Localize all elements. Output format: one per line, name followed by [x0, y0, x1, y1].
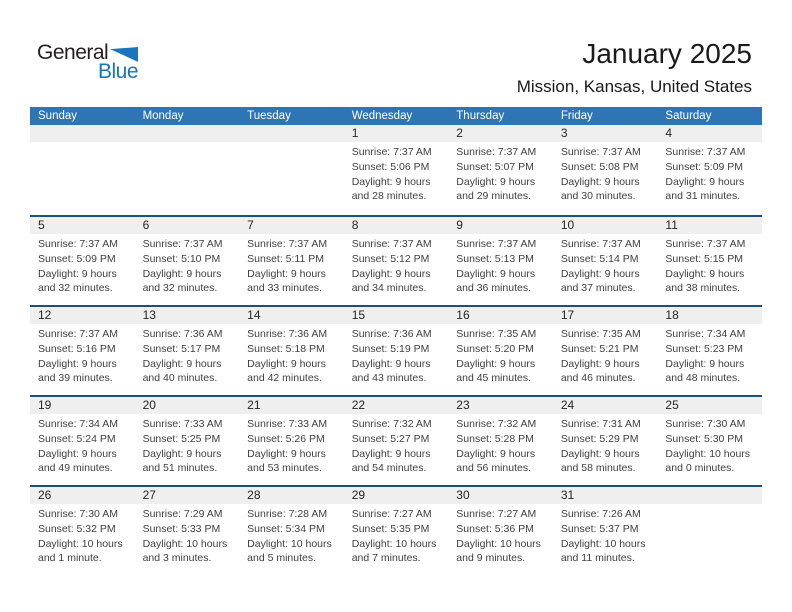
day-cell	[553, 487, 658, 575]
day-cell	[239, 397, 344, 485]
day-cell	[30, 307, 135, 395]
week-row	[30, 305, 762, 395]
sunrise-text: Sunrise: 7:37 AM	[38, 328, 118, 340]
day-cell	[344, 217, 449, 305]
daylight-text: Daylight: 10 hours and 11 minutes.	[560, 537, 646, 565]
sunrise-text: Sunrise: 7:34 AM	[38, 418, 118, 430]
day-cell	[657, 397, 762, 485]
day-number-band: 12	[30, 307, 135, 324]
day-cell	[553, 307, 658, 395]
day-details	[344, 504, 449, 566]
page-title: January 2025	[582, 38, 752, 69]
daylight-text: Daylight: 9 hours and 39 minutes.	[38, 357, 117, 385]
weekday-header-cell: Saturday	[665, 110, 712, 122]
day-cell	[135, 307, 240, 395]
day-details	[657, 234, 762, 296]
day-number-band: 24	[553, 397, 658, 414]
day-details	[657, 414, 762, 476]
weekday-header-cell: Monday	[142, 110, 184, 122]
daylight-text: Daylight: 9 hours and 45 minutes.	[456, 357, 536, 385]
sunrise-text: Sunrise: 7:37 AM	[665, 146, 746, 158]
sunrise-text: Sunrise: 7:37 AM	[351, 146, 432, 158]
daylight-text: Daylight: 9 hours and 40 minutes.	[142, 357, 222, 385]
day-number-band: 30	[448, 487, 553, 504]
day-cell	[239, 487, 344, 575]
sunset-text: Sunset: 5:26 PM	[247, 432, 325, 445]
sunset-text: Sunset: 5:35 PM	[351, 522, 430, 535]
week-row	[30, 125, 762, 215]
weekday-header-cell: Sunday	[38, 110, 78, 122]
day-number-band: 23	[448, 397, 553, 414]
day-details	[239, 414, 344, 476]
sunrise-text: Sunrise: 7:28 AM	[247, 508, 328, 520]
weekday-header-cell: Wednesday	[351, 110, 413, 122]
daylight-text: Daylight: 9 hours and 33 minutes.	[247, 267, 326, 295]
day-cell	[344, 125, 449, 215]
sunrise-text: Sunrise: 7:31 AM	[560, 418, 641, 430]
day-number-band: 11	[657, 217, 762, 234]
sunset-text: Sunset: 5:06 PM	[351, 160, 430, 173]
sunrise-text: Sunrise: 7:30 AM	[38, 508, 118, 520]
general-blue-logo	[37, 42, 147, 82]
day-details	[553, 234, 658, 296]
sunrise-text: Sunrise: 7:37 AM	[456, 146, 537, 158]
daylight-text: Daylight: 9 hours and 30 minutes.	[560, 175, 640, 203]
day-cell	[448, 307, 553, 395]
sunrise-text: Sunrise: 7:37 AM	[142, 238, 223, 250]
day-details	[135, 504, 240, 566]
sunset-text: Sunset: 5:11 PM	[247, 252, 324, 265]
day-cell	[448, 125, 553, 215]
day-number-band	[657, 487, 762, 504]
sunrise-text: Sunrise: 7:37 AM	[456, 238, 537, 250]
day-details	[657, 142, 762, 204]
day-number-band: 20	[135, 397, 240, 414]
sunrise-text: Sunrise: 7:34 AM	[665, 328, 746, 340]
day-details	[448, 414, 553, 476]
day-cell	[448, 217, 553, 305]
sunset-text: Sunset: 5:13 PM	[456, 252, 534, 265]
sunset-text: Sunset: 5:23 PM	[665, 342, 744, 355]
daylight-text: Daylight: 9 hours and 49 minutes.	[38, 447, 117, 475]
sunrise-text: Sunrise: 7:36 AM	[351, 328, 432, 340]
sunrise-text: Sunrise: 7:32 AM	[351, 418, 432, 430]
day-cell	[448, 487, 553, 575]
day-cell	[657, 125, 762, 215]
day-cell	[657, 307, 762, 395]
day-details	[657, 324, 762, 386]
day-details	[30, 234, 135, 296]
daylight-text: Daylight: 10 hours and 1 minute.	[38, 537, 123, 565]
day-details	[448, 142, 553, 204]
day-number-band: 16	[448, 307, 553, 324]
sunset-text: Sunset: 5:37 PM	[560, 522, 639, 535]
sunrise-text: Sunrise: 7:27 AM	[351, 508, 432, 520]
weekday-header-cell: Friday	[560, 110, 593, 122]
day-number-band	[30, 125, 135, 142]
daylight-text: Daylight: 10 hours and 0 minutes.	[665, 447, 751, 475]
sunset-text: Sunset: 5:20 PM	[456, 342, 534, 355]
sunrise-text: Sunrise: 7:29 AM	[142, 508, 223, 520]
day-number-band: 26	[30, 487, 135, 504]
sunset-text: Sunset: 5:19 PM	[351, 342, 430, 355]
sunrise-text: Sunrise: 7:37 AM	[665, 238, 746, 250]
week-row	[30, 395, 762, 485]
sunset-text: Sunset: 5:25 PM	[142, 432, 221, 445]
day-number-band: 25	[657, 397, 762, 414]
daylight-text: Daylight: 9 hours and 56 minutes.	[456, 447, 536, 475]
sunset-text: Sunset: 5:07 PM	[456, 160, 534, 173]
sunset-text: Sunset: 5:21 PM	[560, 342, 639, 355]
sunset-text: Sunset: 5:34 PM	[247, 522, 325, 535]
daylight-text: Daylight: 9 hours and 46 minutes.	[560, 357, 640, 385]
daylight-text: Daylight: 9 hours and 37 minutes.	[560, 267, 640, 295]
sunset-text: Sunset: 5:33 PM	[142, 522, 221, 535]
day-number-band: 17	[553, 307, 658, 324]
daylight-text: Daylight: 9 hours and 42 minutes.	[247, 357, 326, 385]
daylight-text: Daylight: 10 hours and 7 minutes.	[351, 537, 437, 565]
empty-day-cell	[135, 125, 240, 215]
sunset-text: Sunset: 5:17 PM	[142, 342, 221, 355]
day-details	[135, 234, 240, 296]
sunrise-text: Sunrise: 7:37 AM	[247, 238, 328, 250]
sunset-text: Sunset: 5:16 PM	[38, 342, 116, 355]
day-number-band: 6	[135, 217, 240, 234]
page-subtitle: Mission, Kansas, United States	[516, 77, 752, 97]
sunset-text: Sunset: 5:32 PM	[38, 522, 116, 535]
sunset-text: Sunset: 5:09 PM	[38, 252, 116, 265]
daylight-text: Daylight: 9 hours and 53 minutes.	[247, 447, 326, 475]
day-details	[135, 324, 240, 386]
day-cell	[553, 397, 658, 485]
day-details	[344, 324, 449, 386]
day-number-band: 29	[344, 487, 449, 504]
day-details	[553, 414, 658, 476]
day-details	[344, 142, 449, 204]
sunrise-text: Sunrise: 7:37 AM	[560, 238, 641, 250]
sunrise-text: Sunrise: 7:30 AM	[665, 418, 746, 430]
day-cell	[553, 217, 658, 305]
sunrise-text: Sunrise: 7:33 AM	[142, 418, 223, 430]
daylight-text: Daylight: 9 hours and 58 minutes.	[560, 447, 640, 475]
sunrise-text: Sunrise: 7:35 AM	[560, 328, 641, 340]
day-number-band: 7	[239, 217, 344, 234]
day-cell	[448, 397, 553, 485]
day-number-band	[135, 125, 240, 142]
day-number-band: 8	[344, 217, 449, 234]
daylight-text: Daylight: 9 hours and 48 minutes.	[665, 357, 745, 385]
sunrise-text: Sunrise: 7:36 AM	[247, 328, 328, 340]
day-number-band: 9	[448, 217, 553, 234]
logo-word-general: General	[37, 41, 109, 64]
empty-day-cell	[657, 487, 762, 575]
daylight-text: Daylight: 9 hours and 28 minutes.	[351, 175, 431, 203]
week-row	[30, 485, 762, 575]
sunset-text: Sunset: 5:28 PM	[456, 432, 534, 445]
day-details	[239, 504, 344, 566]
calendar-weeks	[30, 125, 762, 575]
daylight-text: Daylight: 9 hours and 38 minutes.	[665, 267, 745, 295]
day-number-band: 10	[553, 217, 658, 234]
day-cell	[344, 307, 449, 395]
day-number-band: 19	[30, 397, 135, 414]
weekday-header-cell: Tuesday	[247, 110, 291, 122]
day-cell	[553, 125, 658, 215]
day-details	[553, 324, 658, 386]
day-cell	[239, 217, 344, 305]
day-cell	[344, 397, 449, 485]
sunset-text: Sunset: 5:08 PM	[560, 160, 639, 173]
day-cell	[344, 487, 449, 575]
daylight-text: Daylight: 9 hours and 31 minutes.	[665, 175, 745, 203]
weekday-header-row	[30, 107, 762, 125]
day-number-band: 18	[657, 307, 762, 324]
day-number-band	[239, 125, 344, 142]
daylight-text: Daylight: 9 hours and 32 minutes.	[38, 267, 117, 295]
day-details	[30, 324, 135, 386]
day-number-band: 1	[344, 125, 449, 142]
day-number-band: 14	[239, 307, 344, 324]
daylight-text: Daylight: 9 hours and 29 minutes.	[456, 175, 536, 203]
day-details	[30, 504, 135, 566]
day-details	[553, 504, 658, 566]
title-block	[517, 38, 752, 97]
day-details	[30, 414, 135, 476]
day-details	[239, 234, 344, 296]
daylight-text: Daylight: 10 hours and 5 minutes.	[247, 537, 332, 565]
day-number-band: 5	[30, 217, 135, 234]
weekday-header-cell: Thursday	[456, 110, 505, 122]
sunrise-text: Sunrise: 7:36 AM	[142, 328, 223, 340]
day-number-band: 21	[239, 397, 344, 414]
sunrise-text: Sunrise: 7:37 AM	[351, 238, 432, 250]
day-cell	[135, 487, 240, 575]
sunrise-text: Sunrise: 7:32 AM	[456, 418, 537, 430]
day-number-band: 31	[553, 487, 658, 504]
sunset-text: Sunset: 5:24 PM	[38, 432, 116, 445]
daylight-text: Daylight: 9 hours and 43 minutes.	[351, 357, 431, 385]
daylight-text: Daylight: 9 hours and 51 minutes.	[142, 447, 222, 475]
day-cell	[30, 487, 135, 575]
sunset-text: Sunset: 5:15 PM	[665, 252, 744, 265]
sunset-text: Sunset: 5:14 PM	[560, 252, 639, 265]
sunset-text: Sunset: 5:12 PM	[351, 252, 430, 265]
sunrise-text: Sunrise: 7:27 AM	[456, 508, 537, 520]
sunset-text: Sunset: 5:36 PM	[456, 522, 534, 535]
day-details	[448, 504, 553, 566]
day-details	[344, 414, 449, 476]
week-row	[30, 215, 762, 305]
logo-word-blue: Blue	[97, 60, 138, 83]
sunset-text: Sunset: 5:09 PM	[665, 160, 744, 173]
day-cell	[30, 397, 135, 485]
day-number-band: 22	[344, 397, 449, 414]
day-cell	[135, 217, 240, 305]
sunrise-text: Sunrise: 7:37 AM	[38, 238, 118, 250]
day-details	[553, 142, 658, 204]
daylight-text: Daylight: 10 hours and 9 minutes.	[456, 537, 541, 565]
sunrise-text: Sunrise: 7:33 AM	[247, 418, 328, 430]
day-number-band: 2	[448, 125, 553, 142]
day-number-band: 3	[553, 125, 658, 142]
sunset-text: Sunset: 5:27 PM	[351, 432, 430, 445]
day-cell	[657, 217, 762, 305]
sunrise-text: Sunrise: 7:26 AM	[560, 508, 641, 520]
sunset-text: Sunset: 5:18 PM	[247, 342, 325, 355]
day-details	[344, 234, 449, 296]
day-details	[448, 234, 553, 296]
day-number-band: 27	[135, 487, 240, 504]
sunset-text: Sunset: 5:30 PM	[665, 432, 744, 445]
sunrise-text: Sunrise: 7:37 AM	[560, 146, 641, 158]
daylight-text: Daylight: 10 hours and 3 minutes.	[142, 537, 228, 565]
day-details	[135, 414, 240, 476]
sunset-text: Sunset: 5:29 PM	[560, 432, 639, 445]
day-number-band: 4	[657, 125, 762, 142]
daylight-text: Daylight: 9 hours and 34 minutes.	[351, 267, 431, 295]
daylight-text: Daylight: 9 hours and 54 minutes.	[351, 447, 431, 475]
day-cell	[135, 397, 240, 485]
sunset-text: Sunset: 5:10 PM	[142, 252, 221, 265]
sunrise-text: Sunrise: 7:35 AM	[456, 328, 537, 340]
day-number-band: 28	[239, 487, 344, 504]
calendar-table	[30, 107, 762, 575]
daylight-text: Daylight: 9 hours and 36 minutes.	[456, 267, 536, 295]
day-details	[239, 324, 344, 386]
day-cell	[239, 307, 344, 395]
day-details	[448, 324, 553, 386]
daylight-text: Daylight: 9 hours and 32 minutes.	[142, 267, 222, 295]
day-cell	[30, 217, 135, 305]
day-number-band: 15	[344, 307, 449, 324]
empty-day-cell	[30, 125, 135, 215]
day-number-band: 13	[135, 307, 240, 324]
empty-day-cell	[239, 125, 344, 215]
